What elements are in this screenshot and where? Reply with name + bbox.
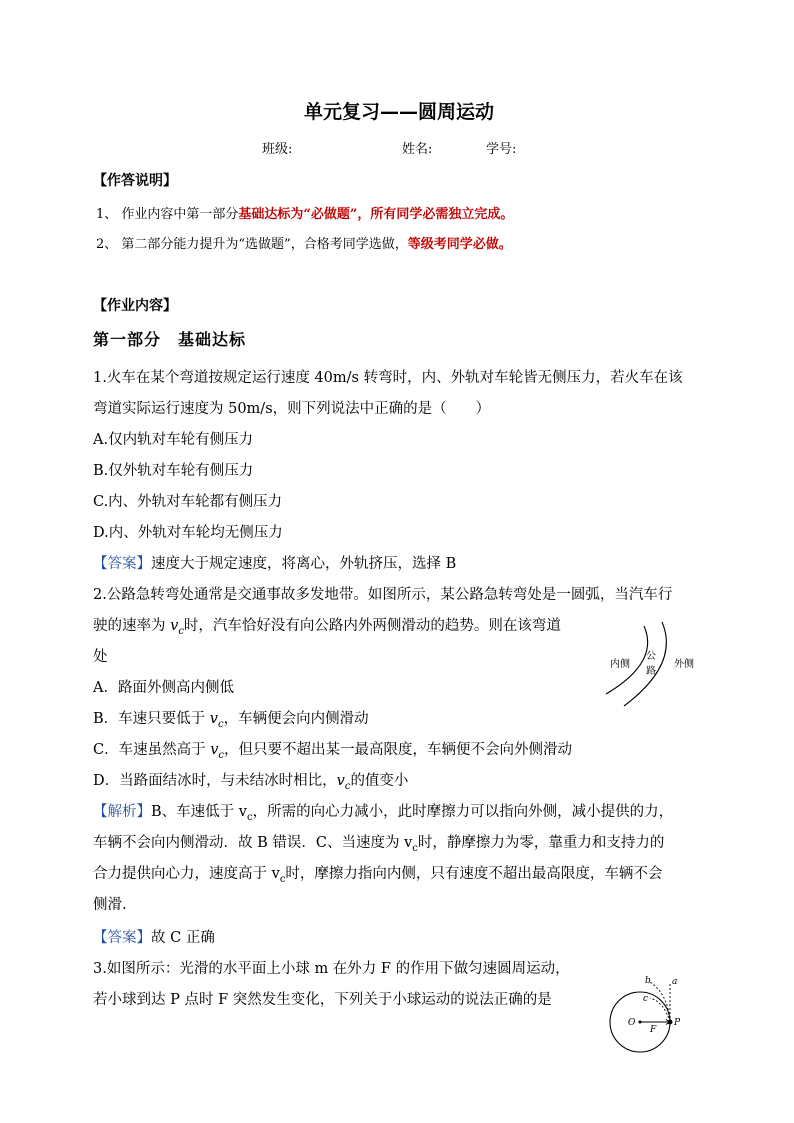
q1-answer-text: 速度大于规定速度，将离心，外轨挤压，选择 B [151, 556, 457, 572]
label-f: F [650, 1025, 657, 1035]
instruction-2-highlight: 等级考同学必做。 [407, 237, 512, 252]
q3-line2: 若小球到达 P 点时 F 突然发生变化，下列关于小球运动的说法正确的是 [93, 992, 552, 1008]
instruction-1-text: 1、 作业内容中第一部分 [96, 207, 239, 222]
q2-analysis2-a: 车辆不会向内侧滑动．故 B 错误．C、当速度为 v [93, 835, 413, 851]
q2-answer-tag: 【答案】 [93, 930, 151, 946]
q2-analysis3-sub: c [279, 873, 286, 885]
q2-option-c [93, 738, 572, 761]
q2-option-c-var-c: c [218, 749, 225, 761]
fig-road-label-2: 路 [646, 666, 656, 677]
q2-option-b-var-v: v [209, 711, 218, 727]
instruction-1-highlight: 基础达标为“必做题”，所有同学必需独立完成。 [238, 207, 514, 222]
q1-option-a: A.仅内轨对车轮有侧压力 [93, 432, 254, 448]
trajectory-b [650, 982, 670, 1022]
q2-analysis-line1 [93, 800, 673, 823]
q2-line2 [93, 614, 561, 637]
q2-analysis-line2 [93, 831, 664, 854]
q2-option-d-end: 的值变小 [350, 773, 409, 789]
q2-option-d [93, 769, 408, 792]
label-p: P [674, 1018, 681, 1028]
fig-road-label-1: 公 [646, 651, 656, 662]
road-curve-figure [604, 622, 724, 707]
q2-option-b [93, 707, 369, 730]
q3-line1: 3.如图所示：光滑的水平面上小球 m 在外力 F 的作用下做匀速圆周运动， [93, 961, 570, 977]
instruction-item-2 [96, 233, 512, 252]
q2-analysis2-b: 时，静摩擦力为零，靠重力和支持力的 [417, 835, 665, 851]
q2-option-c-start: C．车速虽然高于 [93, 742, 211, 758]
q2-option-b-start: B．车速只要低于 [93, 711, 210, 727]
q1-line1: 1.火车在某个弯道按规定运行速度 40m/s 转弯时，内、外轨对车轮皆无侧压力，若火车在该 [93, 370, 683, 386]
q2-option-c-var-v: v [210, 742, 219, 758]
label-c: c [643, 994, 649, 1004]
q2-answer [93, 926, 215, 947]
label-o: O [628, 1018, 636, 1028]
q2-analysis-tag: 【解析】 [93, 804, 151, 820]
q1-option-d: D.内、外轨对车轮均无侧压力 [93, 525, 283, 541]
instruction-2-text: 2、 第二部分能力提升为“选做题”，合格考同学选做， [96, 237, 408, 252]
part1-title: 第一部分 基础达标 [93, 330, 247, 349]
q2-answer-text: 故 C 正确 [151, 930, 215, 946]
q2-analysis1-a: B、车速低于 v [151, 804, 247, 820]
label-b: b [645, 976, 651, 986]
road-outer-curve [624, 622, 666, 706]
fig-inner-label: 内侧 [610, 659, 630, 670]
q2-analysis-line4: 侧滑. [93, 897, 127, 913]
q2-analysis3-b: 时，摩擦力指向内侧，只有速度不超出最高限度，车辆不会 [285, 866, 663, 882]
fig-outer-label: 外侧 [674, 659, 694, 670]
instruction-item-1 [96, 203, 513, 222]
q2-analysis-line3 [93, 862, 662, 885]
page-title: 单元复习——圆周运动 [304, 101, 495, 123]
q1-option-b: B.仅外轨对车轮有侧压力 [93, 463, 254, 479]
q2-line2-end: 时，汽车恰好没有向公路内外两侧滑动的趋势。则在该弯道 [183, 618, 561, 634]
name-label: 姓名: [402, 142, 433, 157]
q2-analysis1-b: ，所需的向心力减小，此时摩擦力可以指向外侧，减小提供的力， [252, 804, 674, 820]
content-heading: 【作业内容】 [93, 298, 177, 314]
q2-line2-start: 驶的速率为 [93, 618, 171, 634]
q2-var-v: v [170, 618, 179, 634]
q2-option-d-start: D．当路面结冰时，与未结冰时相比， [93, 773, 337, 789]
q2-option-b-var-c: c [217, 718, 224, 730]
q2-line1: 2.公路急转弯处通常是交通事故多发地带。如图所示，某公路急转弯处是一圆弧，当汽车行 [93, 587, 673, 603]
ball-p [668, 1020, 673, 1025]
q1-answer [93, 552, 456, 573]
q2-analysis2-sub: c [412, 842, 418, 854]
q2-line3: 处 [93, 649, 108, 665]
class-label: 班级: [262, 142, 293, 157]
q1-option-c: C.内、外轨对车轮都有侧压力 [93, 494, 283, 510]
q2-option-d-var-c: c [344, 780, 351, 792]
circular-motion-figure [602, 972, 692, 1054]
q2-var-c: c [178, 625, 184, 637]
q1-line2: 弯道实际运行速度为 50m/s，则下列说法中正确的是（ ） [93, 401, 491, 417]
instructions-heading: 【作答说明】 [93, 173, 177, 189]
q2-option-d-var-v: v [336, 773, 345, 789]
q2-analysis1-sub: c [246, 811, 253, 823]
q2-option-c-end: ，但只要不超出某一最高限度，车辆便不会向外侧滑动 [224, 742, 573, 758]
student-id-label: 学号: [486, 142, 517, 157]
label-a: a [672, 977, 678, 987]
q2-analysis3-a: 合力提供向心力，速度高于 v [93, 866, 280, 882]
q2-option-b-end: ，车辆便会向内侧滑动 [223, 711, 369, 727]
q2-option-a: A．路面外侧高内侧低 [93, 680, 234, 696]
q1-answer-tag: 【答案】 [93, 556, 151, 572]
